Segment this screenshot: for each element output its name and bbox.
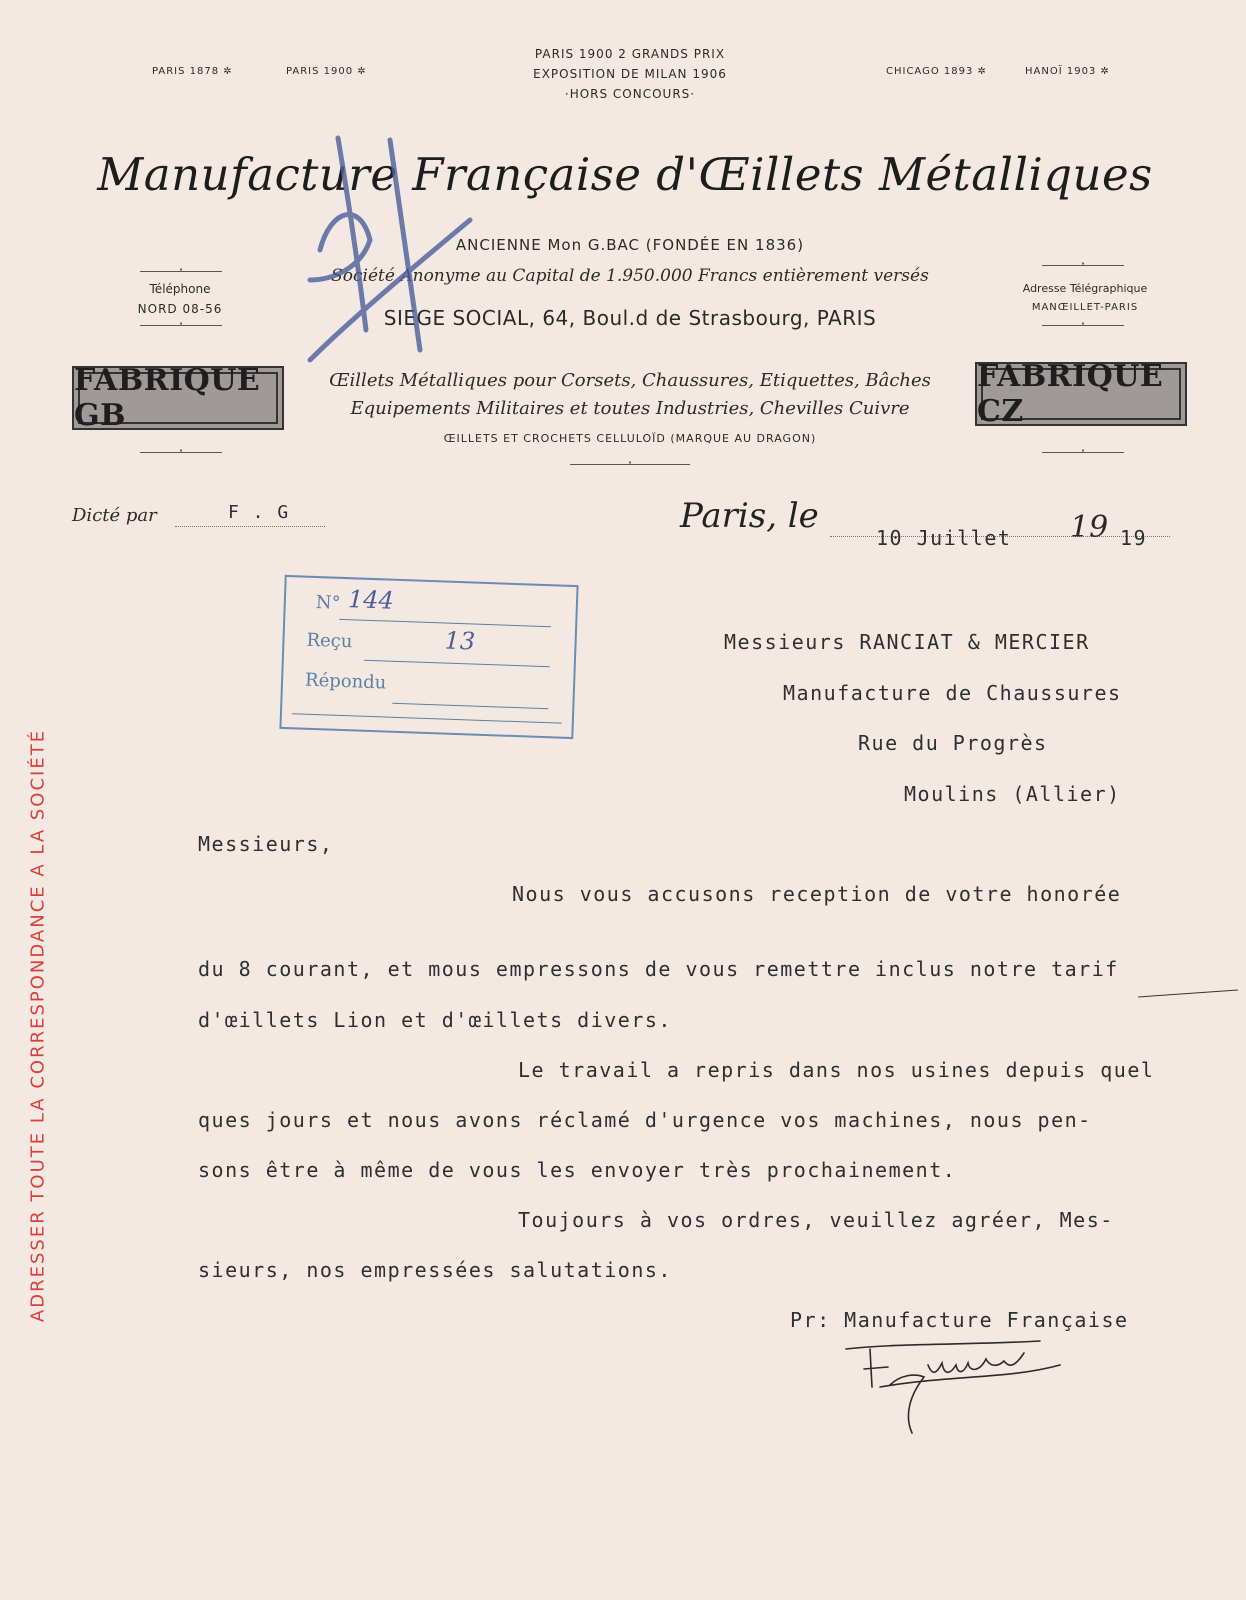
pencil-mark: [290, 130, 490, 370]
recipient-line-4: Moulins (Allier): [904, 782, 1121, 806]
ornament-right-top: [1042, 265, 1124, 266]
recipient-line-2: Manufacture de Chaussures: [783, 681, 1122, 705]
award-center-line-1: PARIS 1900 2 GRANDS PRIX: [534, 47, 726, 61]
award-center-line-3: ·HORS CONCOURS·: [564, 87, 696, 101]
tarif-underline: [1138, 990, 1238, 998]
stamp-number-label: N°: [315, 592, 341, 614]
body-line-2: du 8 courant, et mous empressons de vous remettre inclus notre tarif: [198, 957, 1119, 981]
head-office: SIEGE SOCIAL, 64, Boul.d de Strasbourg, PARIS: [383, 306, 877, 330]
ornament-left-bottom: [140, 325, 222, 326]
award-right-2: HANOÏ 1903 ✲: [1025, 66, 1110, 77]
ornament-center-bottom: [570, 464, 690, 465]
stamp-line-2: [364, 660, 550, 667]
products-line-1: Œillets Métalliques pour Corsets, Chaussures, Etiquettes, Bâches: [329, 370, 931, 391]
salutation: Messieurs,: [198, 832, 334, 856]
award-center-line-2: EXPOSITION DE MILAN 1906: [533, 67, 727, 81]
ornament-right-bottom: [1042, 325, 1124, 326]
body-line-7: Toujours à vos ordres, veuillez agréer, Mes-: [518, 1208, 1114, 1232]
body-line-8: sieurs, nos empressées salutations.: [198, 1258, 672, 1282]
phone-number: NORD 08-56: [137, 302, 223, 316]
body-line-4: Le travail a repris dans nos usines depuis quel: [518, 1058, 1155, 1082]
place-label: Paris, le: [680, 496, 819, 536]
signature: [840, 1335, 1090, 1445]
products-line-3: ŒILLETS ET CROCHETS CELLULOÏD (MARQUE AU DRAGON): [443, 432, 817, 445]
ornament-left-top: [140, 271, 222, 272]
recipient-line-3: Rue du Progrès: [858, 731, 1048, 755]
dictated-line: [175, 526, 325, 527]
body-line-6: sons être à même de vous les envoyer très prochainement.: [198, 1158, 957, 1182]
award-left-2: PARIS 1900 ✲: [286, 66, 367, 77]
company-name: Manufacture Française d'Œillets Métalliques: [97, 148, 1153, 201]
stamp-line-3: [392, 703, 548, 709]
badge-fabrique-cz: FABRIQUE CZ: [975, 362, 1187, 426]
award-left-1: PARIS 1878 ✲: [152, 66, 233, 77]
phone-label: Téléphone: [149, 282, 211, 296]
capital-line: Société Anonyme au Capital de 1.950.000 Francs entièrement versés: [331, 266, 929, 286]
badge-fabrique-gb: FABRIQUE GB: [72, 366, 284, 430]
received-stamp: [279, 575, 578, 739]
body-line-3: d'œillets Lion et d'œillets divers.: [198, 1008, 672, 1032]
stamp-replied-label: Répondu: [304, 669, 387, 694]
telegraph-label: Adresse Télégraphique: [1022, 282, 1148, 295]
body-line-1: Nous vous accusons reception de votre honorée: [512, 882, 1122, 906]
recipient-line-1: Messieurs RANCIAT & MERCIER: [724, 630, 1090, 654]
ornament-badge-right: [1042, 452, 1124, 453]
closing: Pr: Manufacture Française: [790, 1308, 1129, 1332]
stamp-number-value: 144: [347, 585, 395, 615]
dictated-value: F . G: [228, 502, 290, 523]
year-prefix: 19: [1070, 510, 1109, 545]
ornament-badge-left: [140, 452, 222, 453]
award-center: [430, 44, 830, 104]
products-line-2: Equipements Militaires et toutes Industries, Chevilles Cuivre: [350, 398, 910, 419]
award-right-1: CHICAGO 1893 ✲: [886, 66, 987, 77]
former-house: ANCIENNE Mon G.BAC (FONDÉE EN 1836): [455, 236, 805, 254]
stamp-line-4: [292, 713, 562, 723]
side-notice: ADRESSER TOUTE LA CORRESPONDANCE A LA SOCIÉTÉ: [27, 728, 49, 1323]
dictated-label: Dicté par: [72, 505, 157, 526]
stamp-received-label: Reçu: [306, 629, 353, 653]
year-value: 19: [1120, 526, 1148, 550]
stamp-received-value: 13: [444, 626, 476, 656]
date-value: 10 Juillet: [876, 526, 1012, 550]
body-line-5: ques jours et nous avons réclamé d'urgence vos machines, nous pen-: [198, 1108, 1092, 1132]
telegraph-address: MANŒILLET-PARIS: [1031, 302, 1139, 313]
